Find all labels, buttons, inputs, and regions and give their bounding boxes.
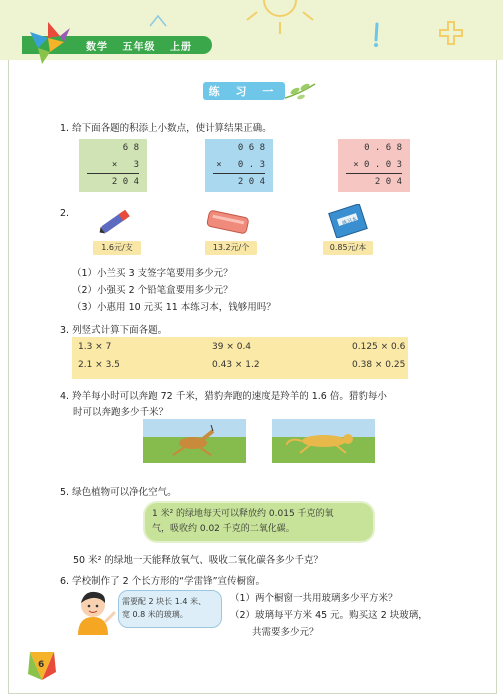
q5-info-line-1: 1 米² 的绿地每天可以释放约 0.015 千克的氧 <box>152 509 334 519</box>
q1-box-1-mul: × 3 <box>111 160 139 170</box>
pencil-case-icon <box>204 206 252 236</box>
q2-sub-3: （3）小惠用 10 元买 11 本练习本，钱够用吗？ <box>72 302 276 313</box>
q3-item-1: 1.3 × 7 <box>78 342 112 352</box>
price-pen: 1.6元/支 <box>93 241 141 255</box>
q1-text: 1. 给下面各题的积添上小数点，使计算结果正确。 <box>60 123 272 134</box>
q6-sub-2-cont: 共需要多少元？ <box>252 627 319 638</box>
header-subject: 数学 <box>86 42 108 53</box>
cheetah-picture <box>272 419 375 463</box>
q4-line-2: 时可以奔跑多少千米？ <box>73 407 169 418</box>
plus-doodle-icon <box>438 20 464 46</box>
q3-text: 3. 列竖式计算下面各题。 <box>60 325 168 336</box>
header-grade: 五年级 <box>122 42 156 53</box>
q5-text: 5. 绿色植物可以净化空气。 <box>60 487 177 498</box>
q6-speech-text <box>122 595 206 621</box>
sun-decoration <box>235 0 325 40</box>
q6-sub-1: （1）两个橱窗一共用玻璃多少平方米？ <box>230 593 398 604</box>
q6-speech-line-1: 需要配 2 块长 1.4 米、 <box>122 597 206 606</box>
price-exercise-book: 0.85元/本 <box>323 241 373 255</box>
q5-info-line-2: 气，吸收约 0.02 千克的二氧化碳。 <box>152 524 295 534</box>
q1-box-1-top: 6 8 <box>122 143 139 153</box>
q1-box-2-mul: × 0 . 3 <box>216 160 265 170</box>
antelope-picture <box>143 419 246 463</box>
page-number: 6 <box>38 660 45 670</box>
antelope-icon <box>163 425 223 459</box>
q1-box-3 <box>338 139 410 192</box>
q1-box-2-result: 2 0 4 <box>237 177 265 187</box>
q3-item-4: 2.1 × 3.5 <box>78 360 120 370</box>
q3-item-5: 0.43 × 1.2 <box>212 360 260 370</box>
q1-box-2-top: 0 6 8 <box>237 143 265 153</box>
tangram-logo-icon <box>20 18 80 66</box>
q1-box-3-line <box>346 173 402 174</box>
exercise-title: 练 习 一 <box>208 85 280 98</box>
q5-question: 50 米² 的绿地一天能释放氧气、吸收二氧化碳各多少千克？ <box>73 555 323 566</box>
q3-item-2: 39 × 0.4 <box>212 342 252 352</box>
q1-box-2-line <box>213 173 265 174</box>
marker-pen-icon <box>96 206 136 236</box>
q1-box-3-mul: × 0 . 0 3 <box>353 160 402 170</box>
cheetah-icon <box>286 427 362 457</box>
q6-text: 6. 学校制作了 2 个长方形的“学雷锋”宣传橱窗。 <box>60 576 266 587</box>
q4-line-1: 4. 羚羊每小时可以奔跑 72 千米，猎豹奔跑的速度是羚羊的 1.6 倍。猎豹每小 <box>60 391 387 402</box>
leaf-branch-icon <box>283 80 317 102</box>
q2-number: 2. <box>60 208 70 219</box>
q1-box-1 <box>79 139 147 192</box>
exclaim-doodle-icon <box>370 22 384 48</box>
header-volume: 上册 <box>169 42 192 53</box>
exercise-book-icon <box>326 204 370 238</box>
q1-box-3-top: 0 . 6 8 <box>364 143 402 153</box>
q1-box-1-line <box>87 173 139 174</box>
boy-character-icon <box>70 587 116 637</box>
q1-box-3-result: 2 0 4 <box>374 177 402 187</box>
q3-item-6: 0.38 × 0.25 <box>352 360 406 370</box>
q1-box-2 <box>205 139 273 192</box>
exercise-book-label: 练习本 <box>341 216 358 227</box>
header-title <box>86 38 202 53</box>
star-doodle-icon <box>148 14 168 28</box>
q2-sub-2: （2）小强买 2 个铅笔盒要用多少元？ <box>72 285 233 296</box>
q2-sub-1: （1）小兰买 3 支签字笔要用多少元？ <box>72 268 233 279</box>
q3-item-3: 0.125 × 0.6 <box>352 342 406 352</box>
q6-speech-line-2: 宽 0.8 米的玻璃。 <box>122 610 188 619</box>
price-pencil-case: 13.2元/个 <box>205 241 257 255</box>
q1-box-1-result: 2 0 4 <box>111 177 139 187</box>
q6-sub-2: （2）玻璃每平方米 45 元。购买这 2 块玻璃， <box>230 610 428 621</box>
q5-info-text <box>152 507 334 537</box>
